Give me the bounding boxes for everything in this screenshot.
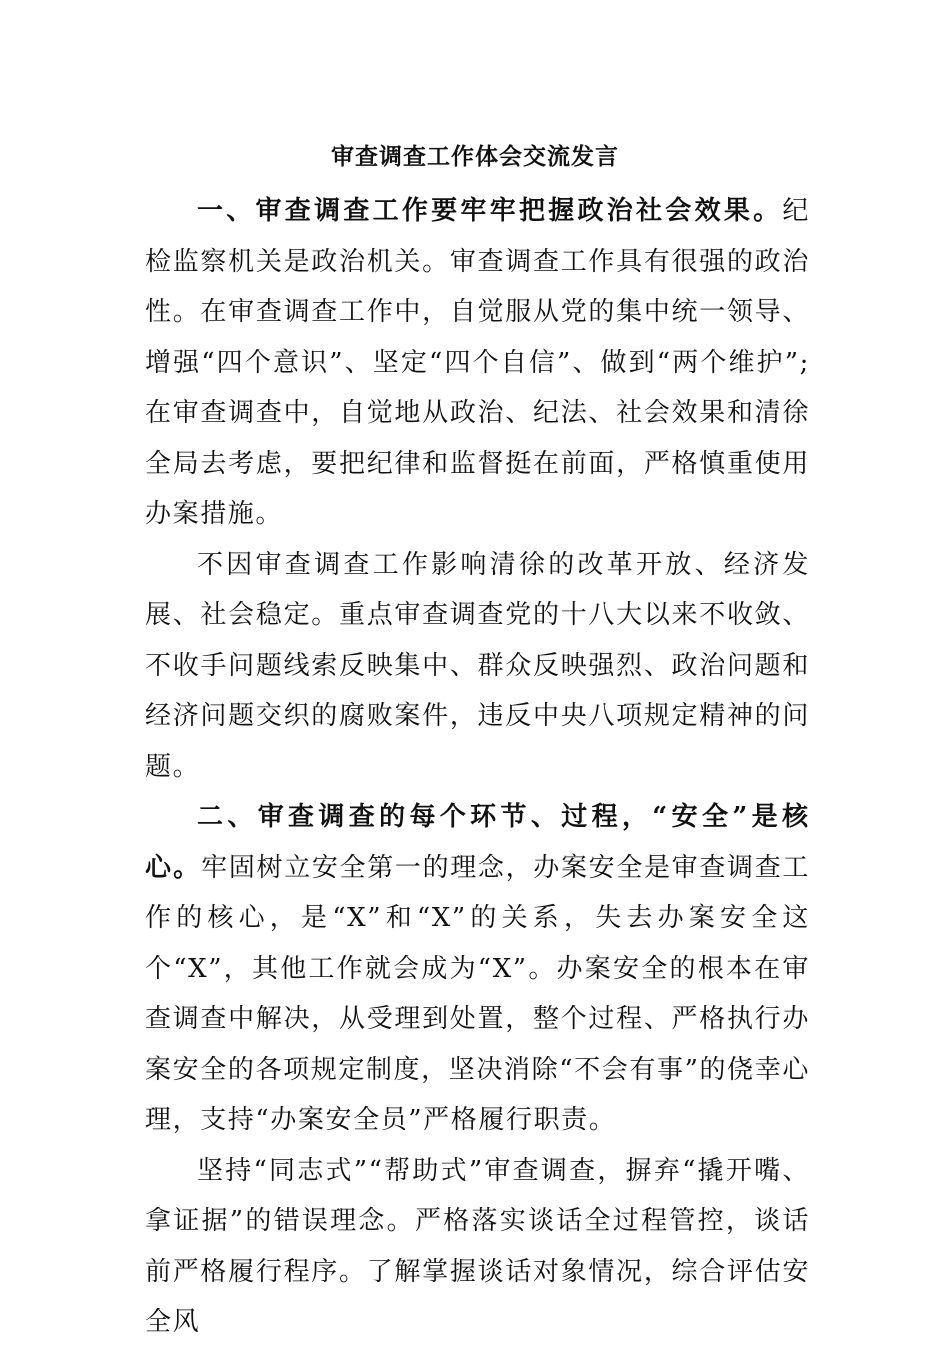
section-heading-1: 一、审查调查工作要牢牢把握政治社会效果。	[197, 196, 783, 226]
document-body	[145, 186, 810, 1348]
paragraph-1-text: 纪检监察机关是政治机关。审查调查工作具有很强的政治性。在审查调查工作中，自觉服从党的集中统一领导、增强“四个意识”、坚定“四个自信”、做到“两个维护”;在审查调查中，自觉地从政治、纪法、社会效果和清徐全局去考虑，要把纪律和监督挺在前面，严格慎重使用办案措施。	[145, 196, 810, 529]
paragraph-1	[145, 186, 810, 540]
paragraph-3	[145, 792, 810, 1146]
paragraph-2-text: 不因审查调查工作影响清徐的改革开放、经济发展、社会稳定。重点审查调查党的十八大以来不收敛、不收手问题线索反映集中、群众反映强烈、政治问题和经济问题交织的腐败案件，违反中央八项规定精神的问题。	[145, 549, 810, 782]
paragraph-3-text: 牢固树立安全第一的理念，办案安全是审查调查工作的核心，是“X”和“X”的关系，失去办案安全这个“X”，其他工作就会成为“X”。办案安全的根本在审查调查中解决，从受理到处置，整个过程、严格执行办案安全的各项规定制度，坚决消除“不会有事”的侥幸心理，支持“办案安全员”严格履行职责。	[145, 852, 810, 1135]
paragraph-4-text: 坚持“同志式”“帮助式”审查调查，摒弃“撬开嘴、拿证据”的错误理念。严格落实谈话全过程管控，谈话前严格履行程序。了解掌握谈话对象情况，综合评估安全风	[145, 1155, 810, 1337]
paragraph-4	[145, 1146, 810, 1348]
section-heading-2: 二、审查调查的每个环节、过程，“安全”是核心。	[145, 802, 810, 883]
paragraph-2	[145, 540, 810, 793]
document-title: 审查调查工作体会交流发言	[331, 143, 619, 170]
